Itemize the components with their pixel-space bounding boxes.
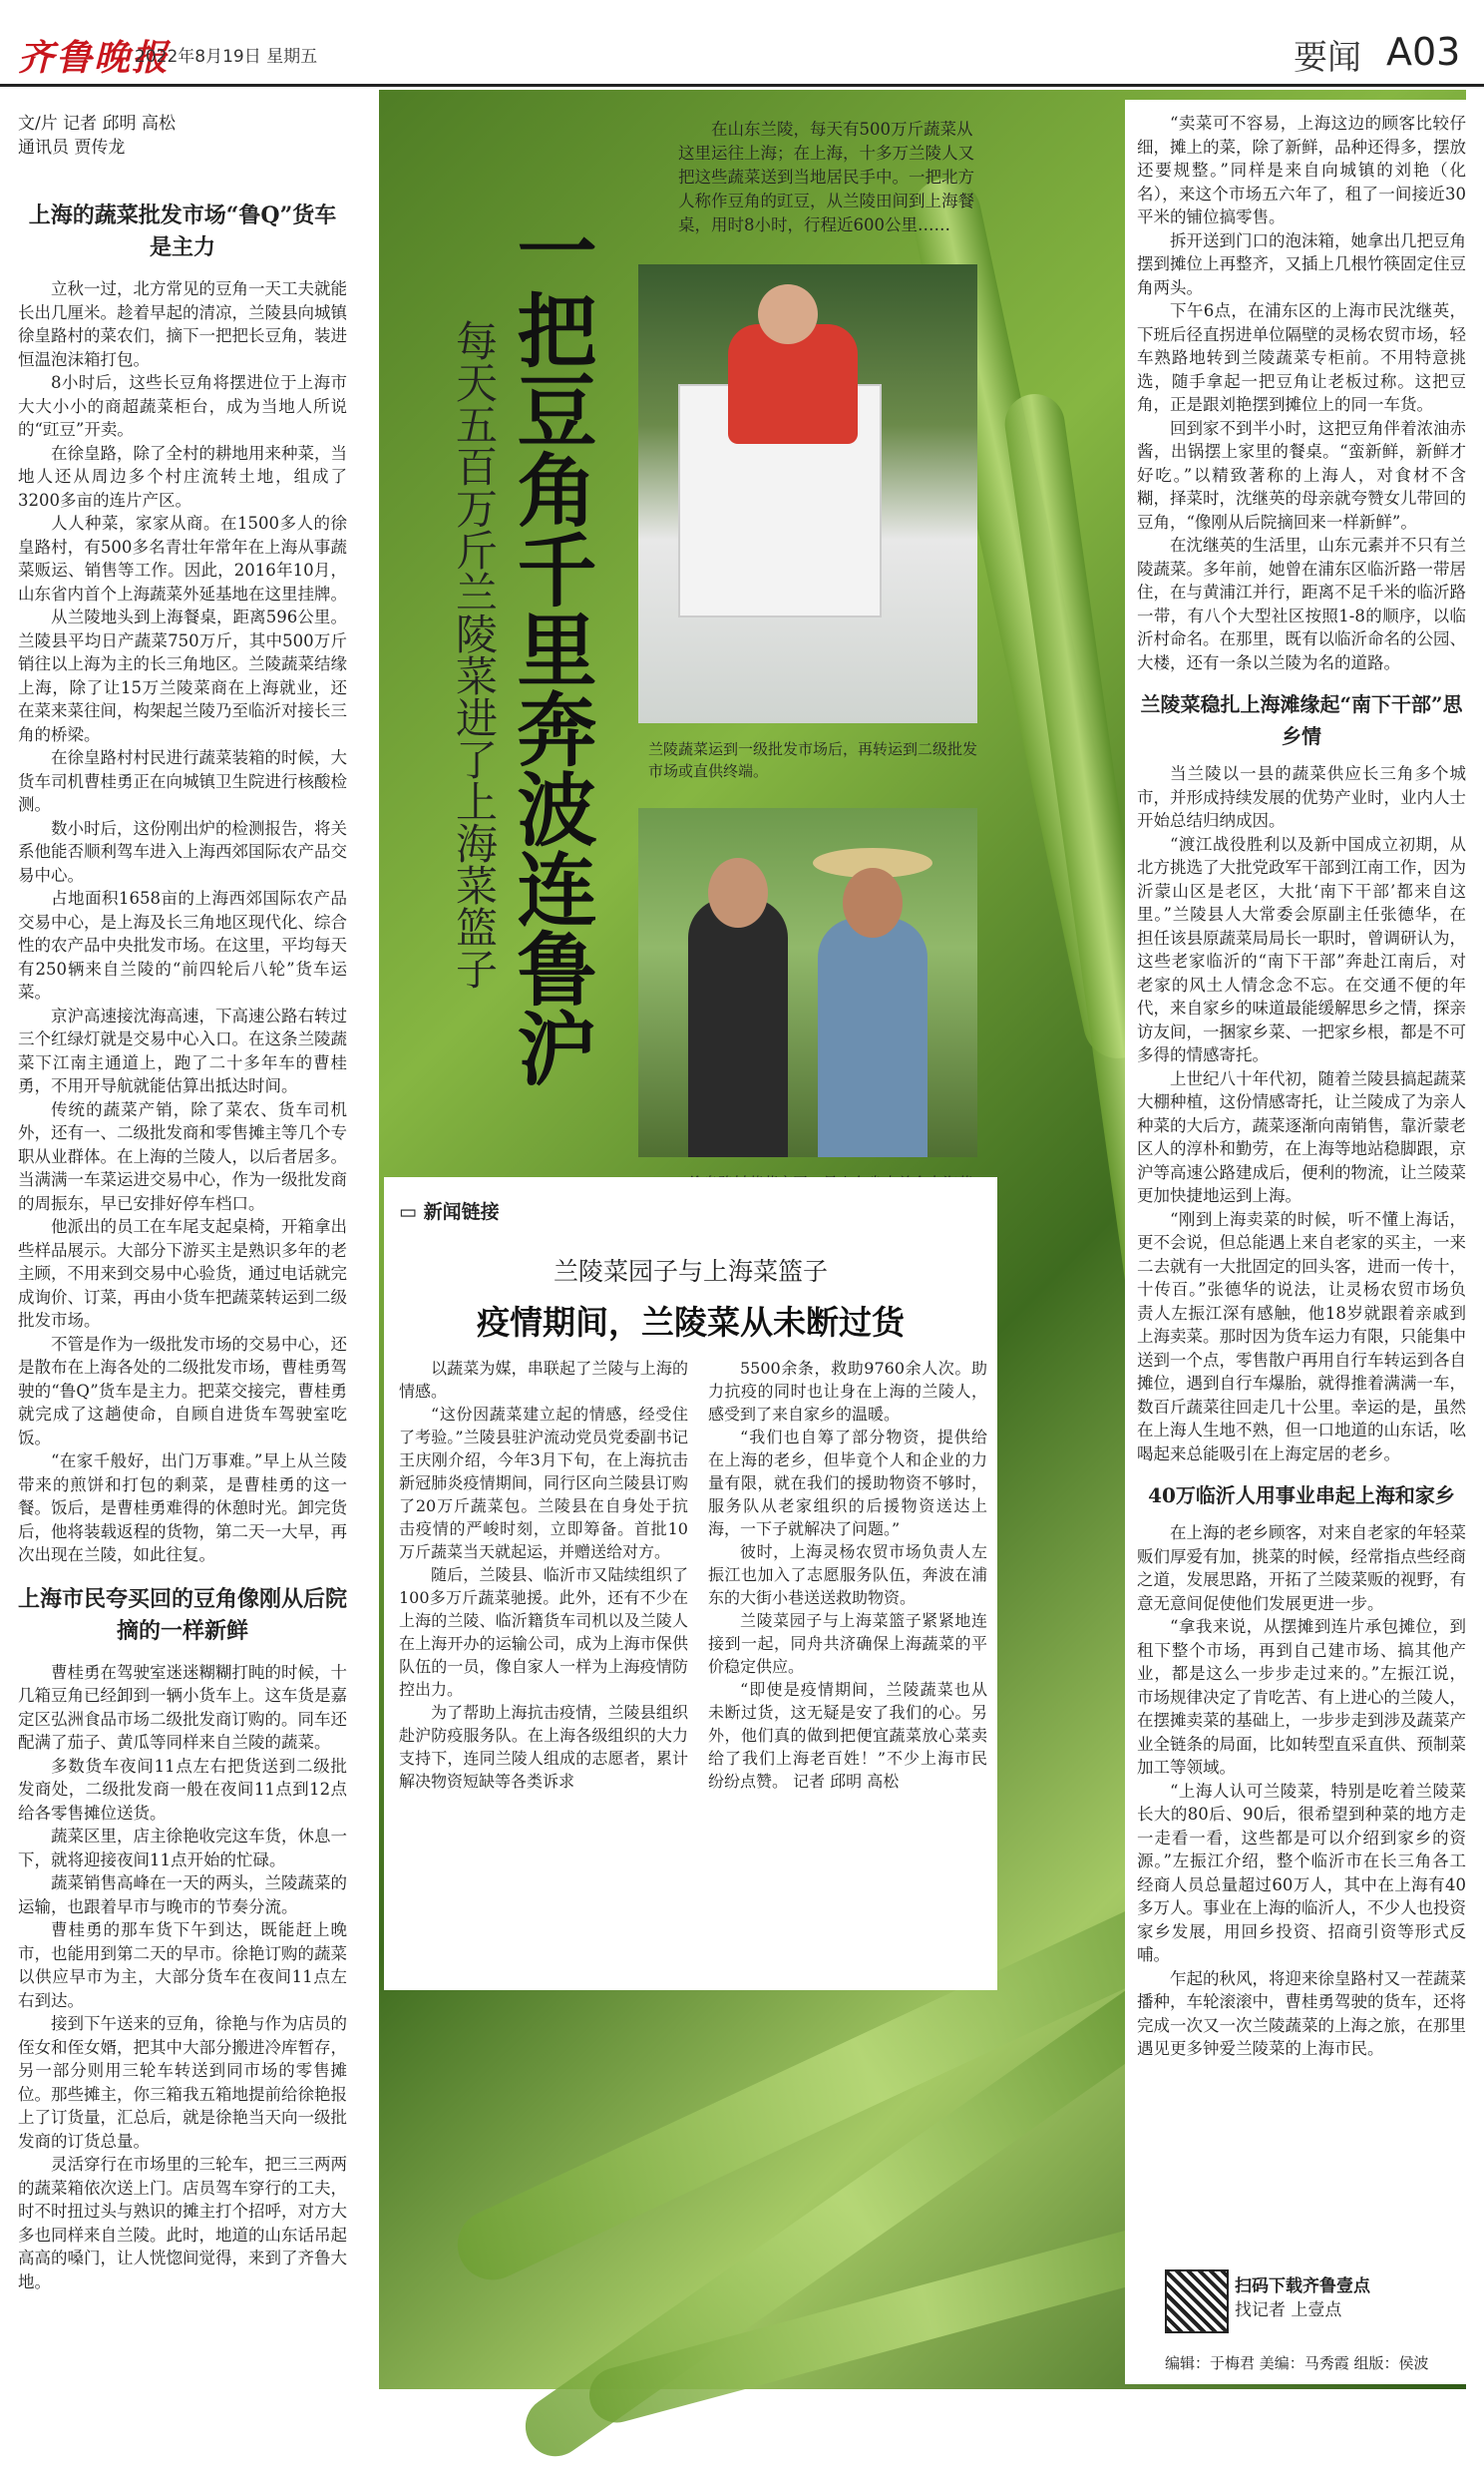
paragraph: “在家千般好，出门万事难。”早上从兰陵带来的煎饼和打包的剩菜，是曹桂勇的这一餐。饭后，是曹桂勇难得的休憩时光。卸完货后，他将装载返程的货物，第二天一大早，再次出现在兰陵，如此往复。 (18, 1451, 347, 1564)
paragraph: 兰陵菜园子与上海菜篮子紧紧地连接到一起，同舟共济确保上海蔬菜的平价稳定供应。 (708, 1611, 987, 1676)
paragraph: “刚到上海卖菜的时候，听不懂上海话，更不会说，但总能遇上来自老家的买主，一来二去就有一大批固定的回头客，进而一传十，十传百。”张德华的说法，让灵杨农贸市场负责人左振江深有感触，他18岁就跟着亲戚到上海卖菜。那时因为货车运力有限，只能集中送到一个点，零售散户再用自行车转运到各自摊位，遇到自行车爆胎，就得推着满满一车，数百斤蔬菜往回走几十公里。幸运的是，虽然在上海人生地不熟，但一口地道的山东话，吆喝起来总能吸引在上海定居的老乡。 (1137, 1209, 1466, 1463)
column-3-body-c (1137, 1521, 1466, 2061)
paragraph: 当兰陵以一县的蔬菜供应长三角多个城市，并形成持续发展的优势产业时，业内人士开始总结归纳成因。 (1137, 764, 1466, 830)
paragraph: 数小时后，这份刚出炉的检测报告，将关系他能否顺利驾车进入上海西郊国际农产品交易中心。 (18, 818, 347, 885)
box-title: 疫情期间，兰陵菜从未断过货 (477, 1303, 905, 1342)
paragraph: 接到下午送来的豆角，徐艳与作为店员的侄女和侄女婿，把其中大部分搬进冷库暂存，另一部分则用三轮车转送到同市场的零售摊位。那些摊主，你三箱我五箱地提前给徐艳报上了订货量，汇总后，就是徐艳当天向一级批发商的订货总量。 (18, 2014, 347, 2151)
intro-text (678, 118, 977, 237)
column-1-body-b (18, 1661, 347, 2294)
paragraph: “我们也自筹了部分物资，提供给在上海的老乡，但毕竟个人和企业的力量有限，就在我们的援助物资不够时，服务队从老家组织的后援物资送达上海，一下子就解决了问题。” (708, 1428, 987, 1538)
paragraph: 曹桂勇的那车货下午到达，既能赶上晚市，也能用到第二天的早市。徐艳订购的蔬菜以供应早市为主，大部分货车在夜间11点左右到达。 (18, 1920, 347, 2010)
subhead-3: 兰陵菜稳扎上海滩缘起“南下干部”思乡情 (1140, 692, 1463, 748)
news-link-tag: ▭ 新闻链接 (399, 1201, 500, 1223)
paragraph: 灵活穿行在市场里的三轮车，把三三两两的蔬菜箱依次送上门。店员驾车穿行的工夫，时不时扭过头与熟识的摊主打个招呼，对方大多也同样来自兰陵。此时，地道的山东话吊起高高的嗓门，让人恍惚间觉得，来到了齐鲁大地。 (18, 2155, 347, 2291)
paragraph: “这份因蔬菜建立起的情感，经受住了考验。”兰陵县驻沪流动党员党委副书记王庆刚介绍，今年3月下旬，在上海抗击新冠肺炎疫情期间，同行区向兰陵县订购了20万斤蔬菜包。兰陵县在自身处于抗击疫情的严峻时刻，立即筹备。首批10万斤蔬菜当天就起运，并赠送给对方。 (399, 1405, 688, 1561)
paragraph: 不管是作为一级批发市场的交易中心，还是散布在上海各处的二级批发市场，曹桂勇驾驶的“鲁Q”货车是主力。把菜交接完，曹桂勇就完成了这趟使命，自顾自进货车驾驶室吃饭。 (18, 1334, 347, 1447)
paragraph: 5500余条，救助9760余人次。助力抗疫的同时也让身在上海的兰陵人，感受到了来自家乡的温暖。 (708, 1359, 987, 1424)
paragraph: 乍起的秋风，将迎来徐皇路村又一茬蔬菜播种，车轮滚滚中，曹桂勇驾驶的货车，还将完成一次又一次兰陵蔬菜的上海之旅，在那里遇见更多钟爱兰陵菜的上海市民。 (1137, 1968, 1466, 2058)
main-headline: 一把豆角千里奔波连鲁沪 (504, 209, 597, 1087)
box-column-a (399, 1357, 688, 1793)
byline-authors: 文/片 记者 邱明 高松 (18, 114, 176, 134)
column-3-body-b (1137, 762, 1466, 1465)
qr-code[interactable] (1165, 2269, 1229, 2333)
byline (18, 112, 347, 160)
paragraph: 传统的蔬菜产销，除了菜农、货车司机外，还有一、二级批发商和零售摊主等几个专职从业群体。在上海的兰陵人，以后者居多。当满满一车菜运进交易中心，作为一级批发商的周振东，早已安排好停车档口。 (18, 1099, 347, 1213)
column-1-body-a (18, 277, 347, 1567)
header-rule (0, 84, 1484, 87)
main-subtitle: 每天五百万斤兰陵菜进了上海菜篮子 (450, 319, 499, 990)
paragraph: “上海人认可兰陵菜，特别是吃着兰陵菜长大的80后、90后，很希望到种菜的地方走一走看一看，这些都是可以介绍到家乡的资源。”左振江介绍，整个临沂市在长三角各工经商人员总量超过60万人，其中在上海有40多万人。事业在上海的临沂人，不少人也投资家乡发展，用回乡投资、招商引资等形式反哺。 (1137, 1781, 1466, 1964)
byline-correspondent: 通讯员 贾传龙 (18, 138, 126, 158)
newspaper-logo: 齐鲁晚报 (18, 37, 171, 79)
subhead-4: 40万临沂人用事业串起上海和家乡 (1148, 1483, 1455, 1507)
paragraph: “卖菜可不容易，上海这边的顾客比较仔细，摊上的菜，除了新鲜，品种还得多，摆放还要规整。”同样是来自向城镇的刘艳（化名），来这个市场五六年了，租了一间接近30平米的铺位搞零售。 (1137, 114, 1466, 226)
paragraph: 回到家不到半小时，这把豆角伴着浓油赤酱，出锅摆上家里的餐桌。“蛮新鲜，新鲜才好吃。”以精致著称的上海人，对食材不含糊，择菜时，沈继英的母亲就夸赞女儿带回的豆角，“像刚从后院摘回来一样新鲜”。 (1137, 418, 1466, 532)
paragraph: 蔬菜区里，店主徐艳收完这车货，休息一下，就将迎接夜间11点开始的忙碌。 (18, 1827, 347, 1869)
photo-farmers-holding-beans (638, 808, 977, 1157)
paragraph: 立秋一过，北方常见的豆角一天工夫就能长出几厘米。趁着早起的清凉，兰陵县向城镇徐皇路村的菜农们，摘下一把把长豆角，装进恒温泡沫箱打包。 (18, 279, 347, 369)
photo-truck-unloading (638, 264, 977, 723)
paragraph: 拆开送到门口的泡沫箱，她拿出几把豆角摆到摊位上再整齐，又插上几根竹筷固定住豆角两头。 (1137, 230, 1466, 297)
paragraph: 上世纪八十年代初，随着兰陵县搞起蔬菜大棚种植，这份情感寄托，让兰陵成了为亲人种菜的大后方，蔬菜逐渐向南销售，靠沂蒙老区人的淳朴和勤劳，在上海等地站稳脚跟，京沪等高速公路建成后，便利的物流，让兰陵菜更加快捷地运到上海。 (1137, 1068, 1466, 1205)
photo-1-caption: 兰陵蔬菜运到一级批发市场后，再转运到二级批发市场或直供终端。 (648, 740, 978, 780)
paragraph: “即使是疫情期间，兰陵蔬菜也从未断过货，这无疑是安了我们的心。另外，他们真的做到把便宜蔬菜放心菜卖给了我们上海老百姓！”不少上海市民纷纷点赞。 记者 邱明 高松 (708, 1680, 987, 1791)
column-1 (18, 200, 347, 2293)
qr-line-1: 扫码下载齐鲁壹点 (1235, 2276, 1370, 2296)
box-subtitle: 兰陵菜园子与上海菜篮子 (553, 1257, 828, 1286)
paragraph: 占地面积1658亩的上海西郊国际农产品交易中心，是上海及长三角地区现代化、综合性的农产品中央批发市场。在这里，平均每天有250辆来自兰陵的“前四轮后八轮”货车运菜。 (18, 889, 347, 1002)
paragraph: 彼时，上海灵杨农贸市场负责人左振江也加入了志愿服务队伍，奔波在浦东的大街小巷送送救助物资。 (708, 1542, 987, 1607)
intro-paragraph: 在山东兰陵，每天有500万斤蔬菜从这里运往上海；在上海，十多万兰陵人又把这些蔬菜送到当地居民手中。一把北方人称作豆角的豇豆，从兰陵田间到上海餐桌，用时8小时，行程近600公里…… (678, 120, 974, 234)
qr-text (1235, 2274, 1370, 2322)
column-3 (1137, 112, 1466, 2061)
box-column-b (708, 1357, 987, 1793)
qr-line-2: 找记者 上壹点 (1235, 2300, 1342, 2320)
paragraph: 8小时后，这些长豆角将摆进位于上海市大大小小的商超蔬菜柜台，成为当地人所说的“豇豆”开卖。 (18, 373, 347, 439)
paragraph: 在徐皇路村村民进行蔬菜装箱的时候，大货车司机曹桂勇正在向城镇卫生院进行核酸检测。 (18, 748, 347, 814)
subhead-1: 上海的蔬菜批发市场“鲁Q”货车是主力 (28, 203, 337, 260)
section-name: 要闻 (1294, 38, 1361, 78)
page-number: A03 (1386, 30, 1461, 74)
column-3-body-a (1137, 112, 1466, 674)
paragraph: 蔬菜销售高峰在一天的两头，兰陵蔬菜的运输，也跟着早市与晚市的节奏分流。 (18, 1873, 347, 1916)
subhead-2: 上海市民夸买回的豆角像刚从后院摘的一样新鲜 (18, 1585, 348, 1644)
paragraph: 从兰陵地头到上海餐桌，距离596公里。兰陵县平均日产蔬菜750万斤，其中500万斤销往以上海为主的长三角地区。兰陵蔬菜结缘上海，除了让15万兰陵菜商在上海就业，还在菜来菜往间，构架起兰陵乃至临沂对接长三角的桥梁。 (18, 608, 347, 744)
paragraph: 人人种菜，家家从商。在1500多人的徐皇路村，有500多名青壮年常年在上海从事蔬菜贩运、销售等工作。因此，2016年10月，山东省内首个上海蔬菜外延基地在这里挂牌。 (18, 514, 347, 604)
paragraph: 在上海的老乡顾客，对来自老家的年轻菜贩们厚爱有加，挑菜的时候，经常指点些经商之道，发展思路，开拓了兰陵菜贩的视野，有意无意间促使他们发展更进一步。 (1137, 1523, 1466, 1613)
paragraph: 在徐皇路，除了全村的耕地用来种菜，当地人还从周边多个村庄流转土地，组成了3200多亩的连片产区。 (18, 443, 347, 510)
paragraph: 以蔬菜为媒，串联起了兰陵与上海的情感。 (399, 1359, 688, 1401)
paragraph: 下午6点，在浦东区的上海市民沈继英，下班后径直拐进单位隔壁的灵杨农贸市场，轻车熟路地转到兰陵蔬菜专柜前。不用特意挑选，随手拿起一把豆角让老板过称。这把豆角，正是跟刘艳摆到摊位上的同一车货。 (1137, 301, 1466, 414)
paragraph: 在沈继英的生活里，山东元素并不只有兰陵蔬菜。多年前，她曾在浦东区临沂路一带居住，在与黄浦江并行，距离不足千米的临沂路一带，有八个大型社区按照1-8的顺序，以临沂村命名。在那里，既有以临沂命名的公园、大楼，还有一条以兰陵为名的道路。 (1137, 536, 1466, 672)
paragraph: 为了帮助上海抗击疫情，兰陵县组织赴沪防疫服务队。在上海各级组织的大力支持下，连同兰陵人组成的志愿者，累计解决物资短缺等各类诉求 (399, 1703, 688, 1791)
paragraph: “拿我来说，从摆摊到连片承包摊位，到租下整个市场，再到自己建市场、搞其他产业，都是这么一步步走过来的。”左振江说，市场规律决定了肯吃苦、有上进心的兰陵人，在摆摊卖菜的基础上，一步步走到涉及蔬菜产业全链条的局面，比如转型直采直供、预制菜加工等领域。 (1137, 1617, 1466, 1777)
paragraph: 他派出的员工在车尾支起桌椅，开箱拿出些样品展示。大部分下游买主是熟识多年的老主顾，不用来到交易中心验货，通过电话就完成询价、订菜，再由小货车把蔬菜转运到二级批发市场。 (18, 1217, 347, 1330)
editor-credits: 编辑：于梅君 美编：马秀霞 组版：侯波 (1165, 2354, 1429, 2372)
paragraph: “渡江战役胜利以及新中国成立初期，从北方挑选了大批党政军干部到江南工作，因为沂蒙山区是老区，大批‘南下干部’都来自这里。”兰陵县人大常委会原副主任张德华，在担任该县原蔬菜局局长一职时，曾调研认为，这些老家临沂的“南下干部”奔赴江南后，对老家的风土人情念念不忘。在交通不便的年代，来自家乡的味道最能缓解思乡之情，探亲访友间，一捆家乡菜、一把家乡根，都是不可多得的情感寄托。 (1137, 834, 1466, 1064)
news-link-label: 新闻链接 (423, 1201, 500, 1223)
paragraph: 京沪高速接沈海高速，下高速公路右转过三个红绿灯就是交易中心入口。在这条兰陵蔬菜下江南主通道上，跑了二十多年车的曹桂勇，不用开导航就能估算出抵达时间。 (18, 1006, 347, 1095)
issue-date: 2022年8月19日 星期五 (135, 47, 318, 67)
paragraph: 随后，兰陵县、临沂市又陆续组织了100多万斤蔬菜驰援。此外，还有不少在上海的兰陵、临沂籍货车司机以及兰陵人在上海开办的运输公司，成为上海市保供队伍的一员，像自家人一样为上海疫情防控出力。 (399, 1565, 688, 1699)
paragraph: 多数货车夜间11点左右把货送到二级批发商处，二级批发商一般在夜间11点到12点给各零售摊位送货。 (18, 1756, 347, 1823)
paragraph: 曹桂勇在驾驶室迷迷糊糊打盹的时候，十几箱豆角已经卸到一辆小货车上。这车货是嘉定区弘洲食品市场二级批发商订购的。同车还配满了茄子、黄瓜等同样来自兰陵的蔬菜。 (18, 1662, 347, 1752)
